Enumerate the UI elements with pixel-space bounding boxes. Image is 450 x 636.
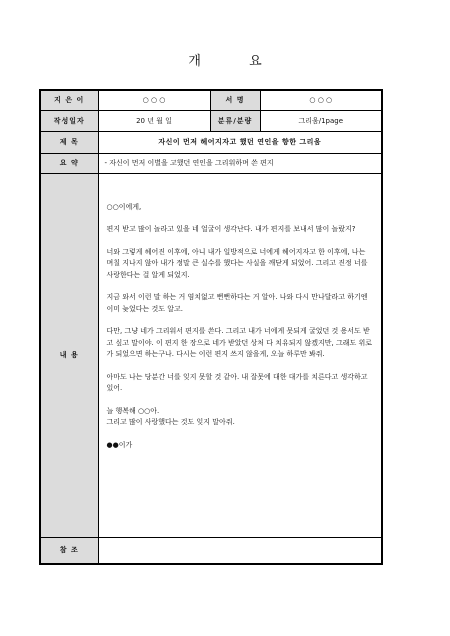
category-value: 그리움/1page (260, 110, 382, 131)
letter-paragraph: 아마도 나는 당분간 너를 잊지 못할 것 같아. 내 잘못에 대한 대가를 치른다고 생각하고 있어. (106, 372, 368, 392)
overview-form (39, 89, 383, 565)
letter-body (98, 173, 382, 537)
date-label: 작성일자 (40, 110, 98, 131)
reference-value (98, 537, 382, 564)
author-value: ○ ○ ○ (98, 90, 210, 110)
letter-paragraph: 지금 와서 이런 말 하는 거 염치없고 뻔뻔하다는 거 알아. 나와 다시 만나달라고 하기엔 이미 늦었다는 것도 알고. (106, 293, 368, 313)
reference-label: 참 조 (40, 537, 98, 564)
summary-value: - 자신이 먼저 이별을 고했던 연인을 그리워하며 쓴 편지 (98, 153, 382, 173)
author-label: 지 은 이 (40, 90, 98, 110)
name-value: ○ ○ ○ (260, 90, 382, 110)
letter-signature: ●●이가 (106, 440, 133, 449)
name-label: 서 명 (210, 90, 260, 110)
date-row (40, 110, 382, 131)
author-row (40, 90, 382, 110)
letter-paragraph: 너와 그렇게 헤어진 이후에, 아니 내가 일방적으로 너에게 헤어지자고 한 이후에, 나는 며칠 지나지 않아 내가 정말 큰 실수를 했다는 사실을 깨닫게 되었어. 그리고 진정 너를 사랑한다는 걸 알게 되었지. (106, 247, 368, 279)
letter-paragraph: 늘 행복해 ○○아. 그리고 많이 사랑했다는 것도 잊지 말아줘. (106, 406, 235, 426)
category-label: 분류/분량 (210, 110, 260, 131)
document-title: 개 요 (188, 54, 284, 69)
subject-value: 자신이 먼저 헤어지자고 했던 연인을 향한 그리움 (98, 131, 382, 153)
content-row (40, 173, 382, 537)
subject-label: 제 목 (40, 131, 98, 153)
letter-paragraph: 다만, 그냥 네가 그리워서 편지를 쓴다. 그리고 내가 너에게 못되게 굴었던 것 용서도 받고 싶고 말이야. 이 편지 한 장으로 네가 받았던 상처 다 치유되지 않겠지만, 그래도 위로가 되었으면 하는구나. 다시는 이런 편지 쓰지 않을게, 오늘 하루만 봐줘. (106, 327, 373, 358)
content-label: 내 용 (40, 173, 98, 537)
summary-row (40, 153, 382, 173)
letter-paragraph: ○○이에게, (106, 202, 142, 211)
summary-label: 요 약 (40, 153, 98, 173)
letter-paragraph: 편지 받고 많이 놀라고 있을 네 얼굴이 생각난다. 내가 편지를 보내서 많이 놀랐지? (106, 225, 356, 233)
subject-row (40, 131, 382, 153)
reference-row (40, 537, 382, 564)
date-value: 20 년 월 일 (98, 110, 210, 131)
